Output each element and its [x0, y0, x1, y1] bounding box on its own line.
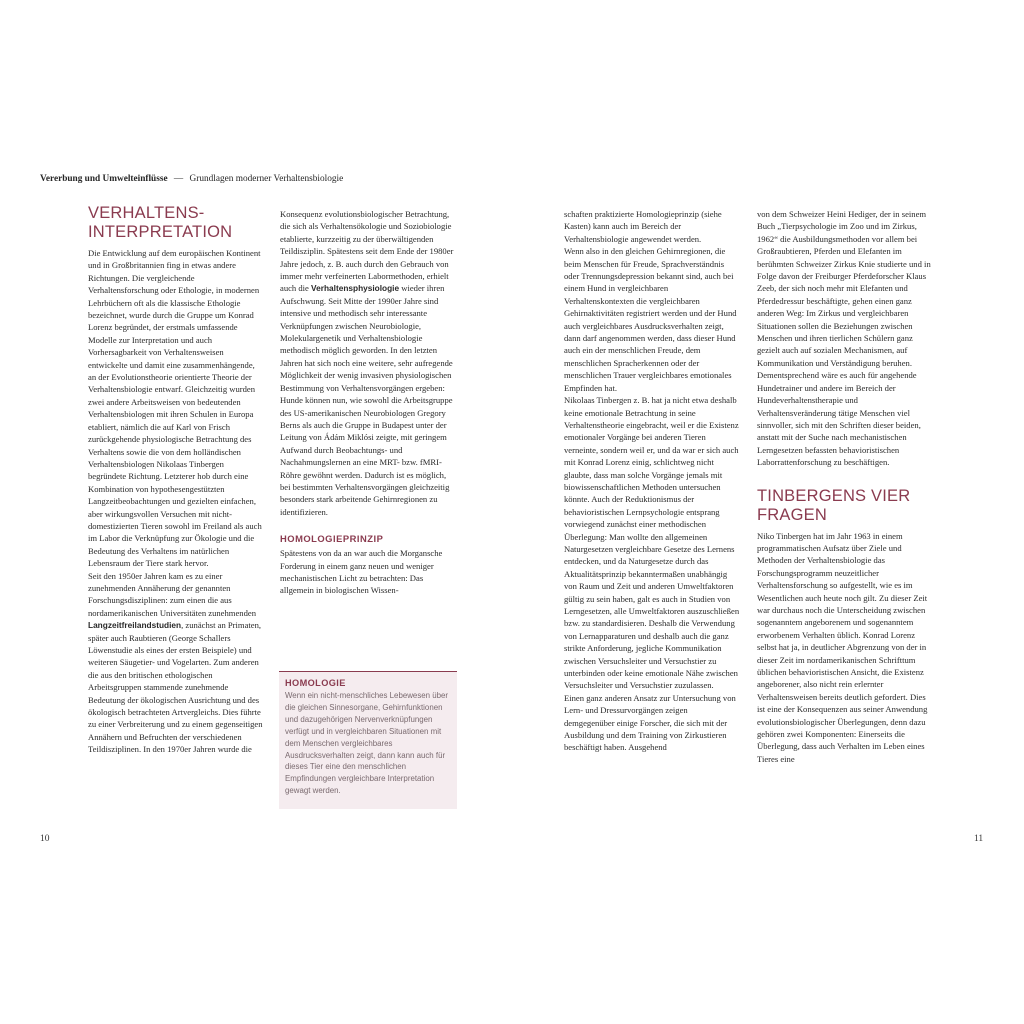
paragraph-text: wieder ihren Aufschwung. Seit Mitte der 1990er Jahre sind intensive und methodisch sehr interessante Verknüpfungen zwischen Neurobiologie, Molekulargenetik und Verhaltensbiologie methodisch möglich geworden. In den letzten Jahren hat sich noch eine weitere, sehr aufregende Möglichkeit der wenig invasiven physiologischen Bestimmung von Verhaltensvorgängen ergeben: Hunde können nun, wie sowohl die Arbeitsgruppe des US-amerikanischen Neurobiologen Gregory Berns als auch die Gruppe in Budapest unter der Leitung von Ádám Miklósi zeigte, mit geringem Aufwand durch Beobachtungs- und Nachahmungslernen an eine MRT- bzw. fMRI-Röhre gewöhnt werden. Dadurch ist es möglich, bei bestimmten Verhaltensvorgängen gleichzeitig besonders stark arbeitende Gehirnregionen zu identifizieren. [280, 283, 453, 517]
heading-line-2: INTERPRETATION [88, 223, 233, 241]
column-3 [564, 208, 740, 754]
info-box-body: Wenn ein nicht-menschliches Lebewesen über die gleichen Sinnesorgane, Gehirnfunktionen und dazugehörigen Nervenverknüpfungen verfügt und in vergleichbaren Situationen mit dem Menschen vergleichbares Ausdrucksverhalten zeigt, dann kann auch für dieses Tier eine den menschlichen Empfindungen vergleichbare Interpretation gewagt werden. [285, 691, 449, 796]
section-heading-tinbergens-vier-fragen [757, 487, 933, 525]
running-head [40, 174, 343, 184]
keyword-verhaltensphysiologie: Verhaltensphysiologie [311, 283, 400, 294]
heading-line-1: VERHALTENS- [88, 204, 205, 222]
paragraph: Spätestens von da an war auch die Morgansche Forderung in einem ganz neuen und weniger mechanistischen Licht zu betrachten: Das allgemein in biologischen Wissen- [280, 548, 443, 596]
paragraph: Einen ganz anderen Ansatz zur Untersuchung von Lern- und Dressurvorgängen zeigen demgegenüber einige Forscher, die sich mit der Ausbildung und dem Training von Zirkustieren beschäftigt haben. Ausgehend [564, 692, 736, 753]
paragraph: Nikolaas Tinbergen z. B. hat ja nicht etwa deshalb keine emotionale Betrachtung in seine Verhaltenstheorie eingebracht, weil er die Existenz emotionaler Vorgänge bei anderen Tieren verneinte, sondern weil er, und da war er sich auch mit Konrad Lorenz einig, schlichtweg nicht glaubte, dass man solche Vorgänge jemals mit biowissenschaftlichen Methoden untersuchen könnte. Auch der Reduktionismus der behavioristischen Lernpsychologie entsprang vorwiegend zunächst einer methodischen Überlegung: Man wollte den allgemeinen Naturgesetzen vergleichbare Gesetze des Lernens entdecken, und da Naturgesetze durch das Aktualitätsprinzip bekanntermaßen unabhängig von Raum und Zeit und anderen Umweltfaktoren gültig zu sein haben, galt es auch in Studien von Lerngesetzen, alle Umweltfaktoren auszuschließen bzw. zu standardisieren. Deshalb die Verwendung von Lernapparaturen und deshalb auch die ganz strikte Anforderung, jegliche Kommunikation zwischen Versuchsleiter und Versuchstier zu unterbinden oder keine emotionale Nähe zwischen Versuchsleiter und Versuchstier zuzulassen. [564, 395, 740, 691]
keyword-langzeitfreilandstudien: Langzeitfreilandstudien [88, 620, 182, 631]
paragraph-text: Seit den 1950er Jahren kam es zu einer zunehmenden Annäherung der genannten Forschungsdisziplinen: zum einen die aus nordamerikanischen Universitäten zunehmenden [88, 570, 256, 618]
paragraph-text: , zunächst an Primaten, später auch Raubtieren (George Schallers Löwenstudie als eines der ersten Beispiele) und weiteren Säugetier- und Vogelarten. Zum anderen die aus den britischen ethologischen Arbeitsgruppen stammende zunehmende Bedeutung der ökologischen Ausrichtung und des ökologisch betrachteten Artvergleichs. Dies führte zu einer Verbreiterung und zu einem gegenseitigen Annähern und Befruchten der verschiedenen Teildisziplinen. In den 1970er Jahren wurde die [88, 620, 263, 755]
paragraph: von dem Schweizer Heini Hediger, der in seinem Buch „Tierpsychologie im Zoo und im Zirkus, 1962“ die Ausbildungsmethoden vor allem bei Großraubtieren, Pferden und Elefanten im berühmten Schweizer Zirkus Knie studierte und in Folge davon der Freiburger Pferdeforscher Klaus Zeeb, der sich noch mehr mit Elefanten und Pferdedressur beschäftigte, gehen einen ganz anderen Weg: Im Zirkus und vergleichbaren Situationen sollen die Beziehungen zwischen Menschen und ihren tierlichen Schülern ganz gezielt auch auf sozialen Mechanismen, auf Kommunikation und Verständigung beruhen. Dementsprechend wäre es auch für angehende Hundetrainer und andere im Bereich der Hundeverhaltenstherapie und Verhaltensveränderung tätige Menschen viel sinnvoller, sich mit den Schriften dieser beiden, anstatt mit der Suche nach mechanistischen Lerngesetzen befassten behavioristischen Laborrattenforschung zu beschäftigen. [757, 209, 931, 468]
info-box-homologie [279, 671, 457, 809]
paragraph [280, 208, 456, 518]
page-number-right: 11 [974, 834, 984, 844]
paragraph-text: Konsequenz evolutionsbiologischer Betrachtung, die sich als Verhaltensökologie und Soziobiologie etablierte, kurzzeitig zu der überwältigenden Teildisziplin. Spätestens seit dem Ende der 1980er Jahre jedoch, z. B. auch durch den Gebrauch von immer mehr verfeinerten Labormethoden, erhielt auch die [280, 209, 454, 294]
paragraph: Niko Tinbergen hat im Jahr 1963 in einem programmatischen Aufsatz über Ziele und Methoden der Verhaltensbiologie das Forschungsprogramm neuzeitlicher Verhaltensforschung so aufgestellt, wie es im Wesentlichen auch heute noch gilt. Zu dieser Zeit war durchaus noch die Unterscheidung zwischen sogenanntem angeborenem und sogenanntem erworbenem Verhalten üblich. Konrad Lorenz selbst hat ja, in deutlicher Abgrenzung von der in dieser Zeit im nordamerikanischen Schrifttum üblichen behavioristischen Ansicht, die Existenz angeborener, also nicht rein erlernter Verhaltensweisen bereits deutlich gefordert. Dies ist eine der Konsequenzen aus seiner Anwendung evolutionsbiologischer Überlegungen, denn dazu gehören zwei Komponenten: Einerseits die Überlegung, dass auch Verhalten im Leben eines Tieres eine [757, 530, 928, 764]
column-4 [757, 208, 933, 765]
running-head-section: Grundlagen moderner Verhaltensbiologie [189, 174, 344, 184]
spacer [757, 469, 933, 487]
paragraph: Die Entwicklung auf dem europäischen Kontinent und in Großbritannien fing in etwas andere Richtungen. Die vergleichende Verhaltensforschung oder Ethologie, in modernen Lehrbüchern oft als die klassische Ethologie bezeichnet, wurde durch die Gruppe um Konrad Lorenz begründet, der erstmals umfassende Modelle zur Interpretation und auch Vorhersagbarkeit von Verhaltensweisen entwickelte und damit eine zusammenhängende, an der Evolutionstheorie orientierte Theorie der Verhaltensbiologie entwarf. Gleichzeitig wurden zwei andere Arbeitsweisen von bedeutenden Verhaltensbiologen mit ihren Schulen in Europa etabliert, nämlich die auf Karl von Frisch zurückgehende physiologische Betrachtung des Verhaltens sowie die von dem holländischen Verhaltensbiologen Nikolaas Tinbergen begründete Richtung. Letzterer hob durch eine Kombination von hypothesengestützten Langzeitbeobachtungen und gezielten einfachen, aber wirkungsvollen Versuchen mit nicht-domestizierten Tieren sowohl im Freiland als auch im Labor die Verknüpfung zur Ökologie und die Bedeutung des Verhaltens im natürlichen Lebensraum der Tiere stark hervor. [88, 248, 262, 569]
heading-line-2: FRAGEN [757, 505, 827, 524]
section-heading-verhaltensinterpretation [88, 204, 264, 242]
running-head-separator: — [173, 174, 184, 184]
paragraph: Wenn also in den gleichen Gehirnregionen, die beim Menschen für Freude, Sprachverständnis oder Trennungsdepression bekannt sind, auch bei einem Hund in vergleichbaren Verhaltenskontexten die vergleichbaren Gehirnaktivitäten registriert werden und der Hund auch vergleichbares Ausdrucksverhalten zeigt, dann darf angenommen werden, dass dieser Hund auch ein der menschlichen Freude, dem menschlichen Spracherkennen oder der menschlichen Trauer vergleichbares emotionales Empfinden hat. [564, 246, 737, 393]
page-number-left: 10 [40, 834, 50, 844]
paragraph: schaften praktizierte Homologieprinzip (siehe Kasten) kann auch im Bereich der Verhaltensbiologie angewendet werden. [564, 209, 722, 244]
running-head-chapter: Vererbung und Umwelteinflüsse [40, 174, 168, 184]
subheading-homologieprinzip: HOMOLOGIEPRINZIP [280, 533, 384, 545]
spacer [280, 518, 456, 532]
info-box-title: HOMOLOGIE [285, 678, 346, 688]
column-2 [280, 208, 456, 597]
heading-line-1: TINBERGENS VIER [757, 486, 911, 505]
column-1 [88, 204, 264, 756]
paragraph [88, 570, 264, 756]
